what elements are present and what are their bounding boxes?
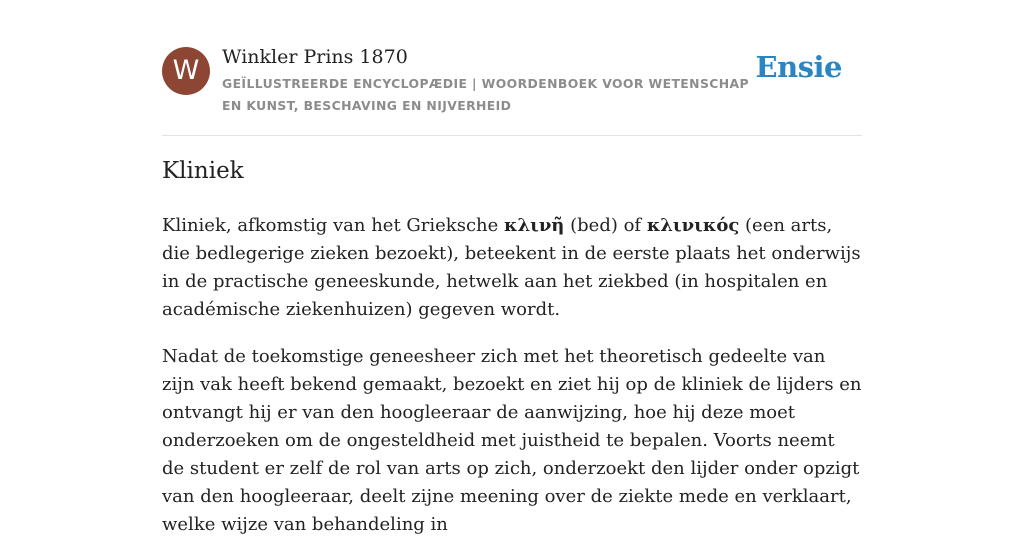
paragraph-1-text-b: (bed) of — [564, 215, 647, 236]
source-title[interactable]: Winkler Prins 1870 — [222, 46, 408, 68]
paragraph-1-text-c: (een arts, die bedlegerige zieken bezoekt), beteekent in de eerste plaats het onderwijs in de practische geneeskunde, hetwelk aan het ziekbed (in hospitalen en académische ziekenhuizen) gegeven wordt. — [162, 215, 861, 320]
source-header — [162, 46, 862, 136]
ensie-logo-link[interactable]: Ensie — [755, 50, 842, 84]
greek-word-kline: κλινῆ — [504, 215, 565, 236]
entry-body — [162, 212, 862, 558]
source-avatar[interactable]: W — [162, 47, 210, 95]
entry-paragraph-2: Nadat de toekomstige geneesheer zich met het theoretisch gedeelte van zijn vak heeft bekend gemaakt, bezoekt en ziet hij op de kliniek de lijders en ontvangt hij er van den hoogleeraar de aanwijzing, hoe hij deze moet onderzoeken om de ongesteldheid met juistheid te bepalen. Voorts neemt de student er zelf de rol van arts op zich, onderzoekt den lijder onder opzigt van den hoogleeraar, deelt zijne meening over de ziekte mede en verklaart, welke wijze van behandeling in — [162, 346, 862, 535]
header-divider — [162, 135, 862, 136]
entry-paragraph-1 — [162, 212, 862, 324]
entry-title: Kliniek — [162, 158, 244, 184]
source-subtitle: GEÏLLUSTREERDE ENCYCLOPÆDIE | WOORDENBOEK VOOR WETENSCHAP EN KUNST, BESCHAVING EN NIJVERHEID — [222, 76, 749, 113]
greek-word-klinikos: κλινικός — [646, 215, 740, 236]
paragraph-1-text-a: Kliniek, afkomstig van het Grieksche — [162, 215, 504, 236]
